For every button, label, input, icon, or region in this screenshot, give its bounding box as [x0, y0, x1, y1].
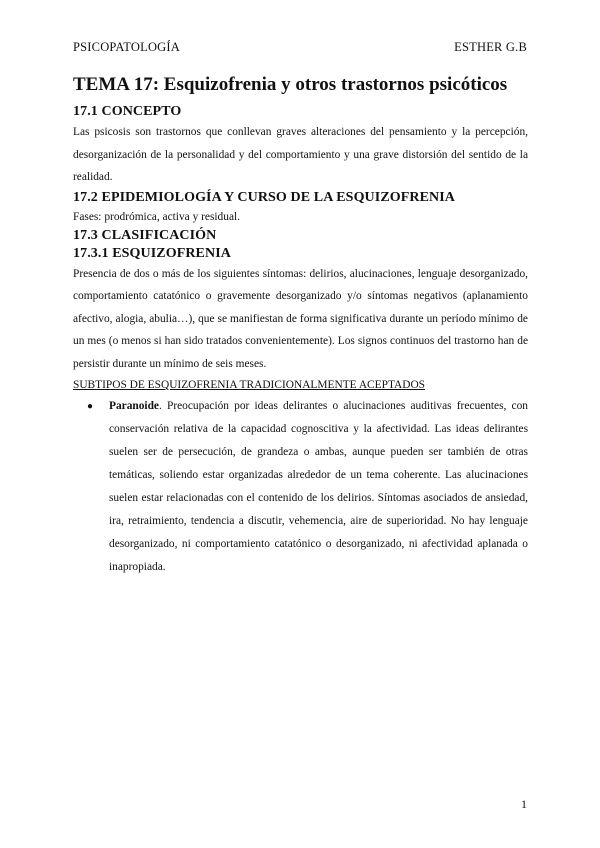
section-text-concepto: Las psicosis son trastornos que conllevan graves alteraciones del pensamiento y la percepción, desorganización de la personalidad y del comportamiento y una grave distorsión del sentido de la realidad. [73, 126, 528, 183]
section-text-epidemiologia: Fases: prodrómica, activa y residual. [73, 210, 241, 223]
document-body [73, 73, 528, 579]
bullet-icon: ● [87, 401, 94, 412]
section-heading-concepto: 17.1 CONCEPTO [73, 104, 182, 119]
section-heading-clasificacion: 17.3 CLASIFICACIÓN [73, 227, 217, 243]
header-subject: PSICOPATOLOGÍA [73, 40, 180, 54]
subtype-term: Paranoide [109, 400, 159, 412]
document-title: TEMA 17: Esquizofrenia y otros trastornos psicóticos [73, 74, 508, 95]
list-item [73, 395, 528, 579]
section-heading-esquizofrenia: 17.3.1 ESQUIZOFRENIA [73, 245, 231, 261]
section-heading-epidemiologia: 17.2 EPIDEMIOLOGÍA Y CURSO DE LA ESQUIZOFRENIA [73, 189, 456, 205]
page-number: 1 [521, 797, 527, 811]
header-author: ESTHER G.B [454, 40, 527, 54]
section-text-esquizofrenia: Presencia de dos o más de los siguientes síntomas: delirios, alucinaciones, lenguaje desorganizado, comportamiento catatónico o gravemente desorganizado y/o síntomas negativos (aplanamiento afectivo, alogia, abulia…), que se manifiestan de forma significativa durante un período mínimo de un mes (o menos si han sido tratados convenientemente). Los signos continuos del trastorno han de persistir durante un mínimo de seis meses. [73, 267, 528, 370]
subtypes-heading: SUBTIPOS DE ESQUIZOFRENIA TRADICIONALMENTE ACEPTADOS [73, 379, 426, 391]
page-header [73, 40, 527, 56]
subtypes-list [73, 395, 528, 579]
subtype-description: . Preocupación por ideas delirantes o alucinaciones auditivas frecuentes, con conservación relativa de la capacidad cognoscitiva y la afectividad. Las ideas delirantes suelen ser de persecución, de grandeza o ambas, aunque pueden ser también de otras temáticas, soliendo estar organizadas alrededor de un tema coherente. Las alucinaciones suelen estar relacionadas con el contenido de los delirios. Síntomas asociados de ansiedad, ira, retraimiento, tendencia a discutir, vehemencia, aire de superioridad. No hay lenguaje desorganizado, ni comportamiento catatónico o desorganizado, ni afectividad aplanada o inapropiada. [109, 400, 528, 573]
